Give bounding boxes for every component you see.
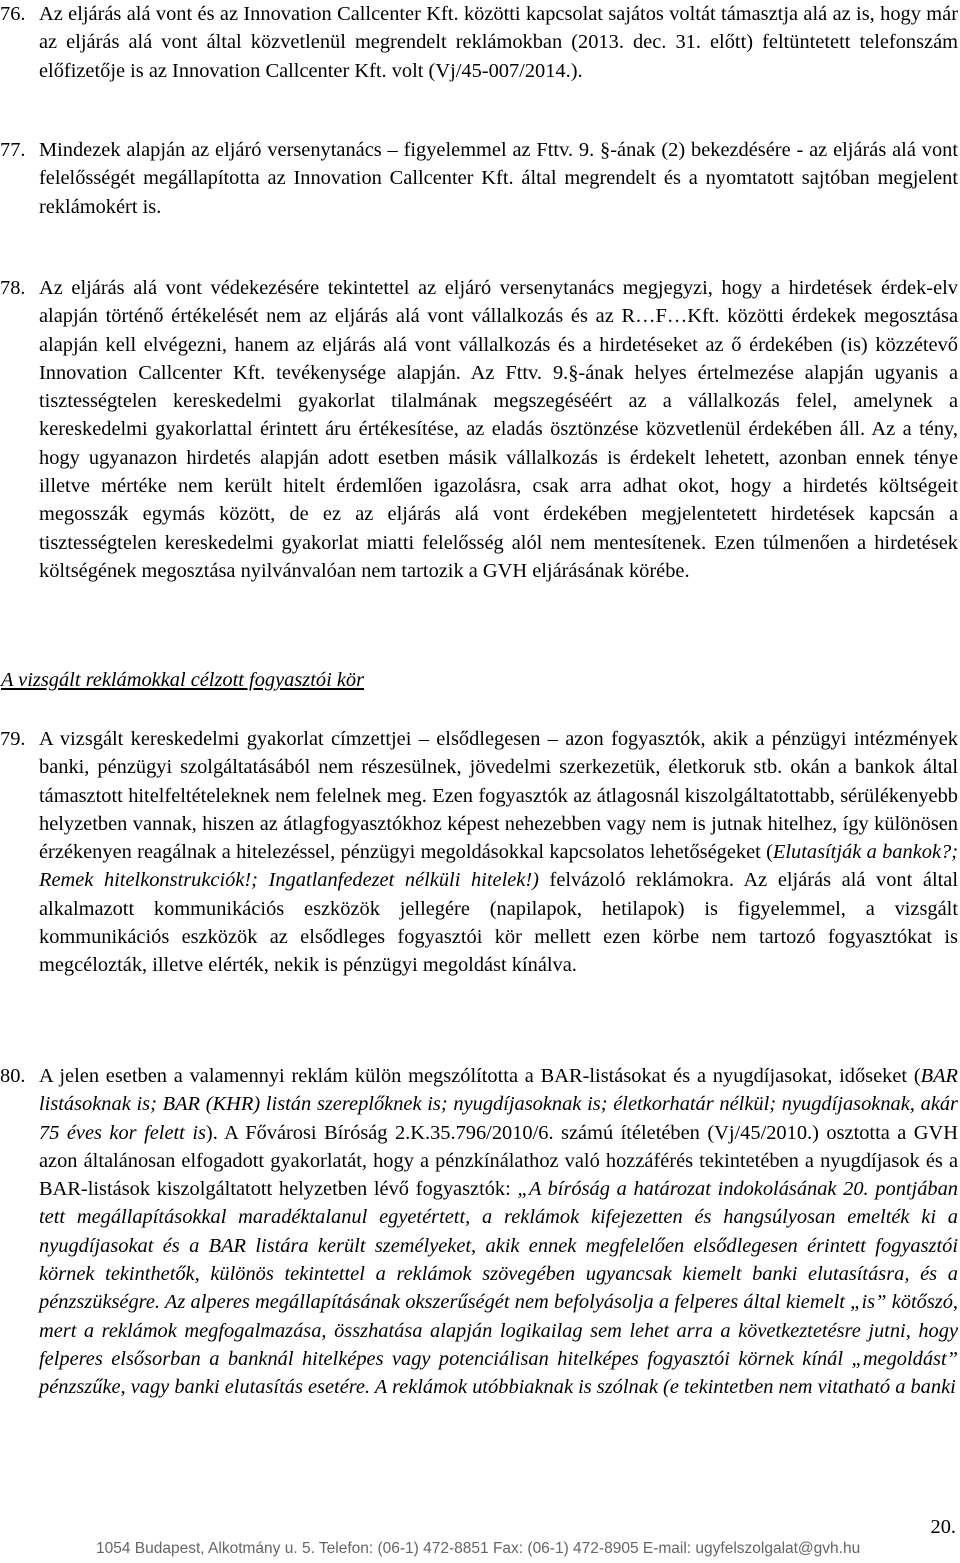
paragraph-text bbox=[39, 725, 958, 980]
page-number: 20. bbox=[930, 1516, 956, 1538]
paragraph-78 bbox=[0, 274, 958, 585]
paragraph-text-part: ). A Fővárosi Bíróság 2.K.35.796/2010/6. számú ítéletében (Vj/45/2010.) osztotta a GVH azon általánosan elfogadott gyakorlatát, hogy a pénzkínálathoz való hozzáférés tekintetében a nyugdíjasok és a BAR-listások kiszolgáltatott helyzetben lévő fogyasztók: bbox=[39, 1121, 958, 1201]
court-quote: „A bíróság a határozat indokolásának 20. pontjában tett megállapításokkal maradéktalanul egyetértett, a reklámok kifejezetten és hangsúlyosan emelték ki a nyugdíjasokat és a BAR listára került személyeket, akik ennek megfelelően elsődlegesen érintett fogyasztói körnek tekinthetők, különös tekintettel a reklámok szövegében ugyancsak kiemelt banki elutasításra, és a pénzszükségre. Az alperes megállapításának okszerűségét nem befolyásolja a felperes által kiemelt „is” kötőszó, mert a reklámok megfogalmazása, összhatása alapján logikailag sem lehet arra a következtetésre jutni, hogy felperes elsősorban a banknál hitelképes vagy potenciálisan hitelképes fogyasztói körnek kínál „megoldást” pénzszűke, vagy banki elutasítás esetére. A reklámok utóbbiaknak is szólnak (e tekintetben nem vitatható a banki bbox=[39, 1178, 959, 1399]
paragraph-77 bbox=[0, 136, 958, 221]
quoted-slogans: Elutasítják a bankok?; Remek hitelkonstrukciók!; Ingatlanfedezet nélküli hitelek!) bbox=[39, 841, 958, 892]
section-heading: A vizsgált reklámokkal célzott fogyasztói kör bbox=[1, 669, 365, 691]
paragraph-text: Az eljárás alá vont védekezésére tekintettel az eljáró versenytanács megjegyzi, hogy a hirdetések érdek-elv alapján történő értékelését nem az eljárás alá vont vállalkozás és az R…F…Kft. közötti érdekek megosztása alapján kell elvégezni, hanem az eljárás alá vont vállalkozás és a hirdetéseket az ő érdekében (is) közzétevő Innovation Callcenter Kft. tevékenysége alapján. Az Fttv. 9.§-ának helyes értelmezése alapján ugyanis a tisztességtelen kereskedelmi gyakorlat tilalmának megszegéséért az a vállalkozás felel, amelynek a kereskedelmi gyakorlattal érintett áru értékesítése, az eladás ösztönzése közvetlenül érdekében áll. Az a tény, hogy ugyanazon hirdetés alapján adott esetben másik vállalkozás is érdekelt lehetett, azonban ennek ténye illetve mértéke nem került hitelt érdemlően igazolásra, csak arra adhat okot, hogy a hirdetés költségeit megosszák egymás között, de ez az eljárás alá vont érdekében megjelentetett hirdetések kapcsán a tisztességtelen kereskedelmi gyakorlat miatti felelősség alól nem mentesítenek. Ezen túlmenően a hirdetések költségének megosztása nyilvánvalóan nem tartozik a GVH eljárásának körébe. bbox=[39, 277, 958, 582]
paragraph-number: 77. bbox=[0, 139, 26, 161]
paragraph-text bbox=[39, 1062, 958, 1402]
paragraph-76 bbox=[0, 0, 958, 85]
paragraph-number: 76. bbox=[0, 3, 26, 25]
paragraph-text-part: A vizsgált kereskedelmi gyakorlat címzettjei – elsődlegesen – azon fogyasztók, akik a pénzügyi intézmények banki, pénzügyi szolgáltatásából nem részesülnek, jövedelmi szerkezetük, életkoruk stb. okán a bankok által támasztott hitelfeltételeknek nem felelnek meg. Ezen fogyasztók az átlagosnál kiszolgáltatottabb, sérülékenyebb helyzetben vannak, hiszen az átlagfogyasztókhoz képest nehezebben vagy nem is jutnak hitelhez, így különösen érzékenyen reagálnak a hitelezéssel, pénzügyi megoldásokkal kapcsolatos lehetőségeket ( bbox=[39, 728, 958, 864]
paragraph-number: 78. bbox=[0, 277, 26, 299]
paragraph-number: 79. bbox=[0, 728, 26, 750]
paragraph-number: 80. bbox=[0, 1065, 26, 1087]
paragraph-text-part: felvázoló reklámokra. Az eljárás alá vont által alkalmazott kommunikációs eszközök jellegére (napilapok, hetilapok) is figyelemmel, a vizsgált kommunikációs eszközök az elsődleges fogyasztói kör mellett ezen körbe nem tartozó fogyasztókat is megcélozták, illetve elérték, nekik is pénzügyi megoldást kínálva. bbox=[39, 869, 958, 977]
paragraph-79 bbox=[0, 725, 958, 980]
paragraph-text-part: A jelen esetben a valamennyi reklám külön megszólította a BAR-listásokat és a nyugdíjasokat, időseket ( bbox=[39, 1065, 921, 1087]
footer-contact: 1054 Budapest, Alkotmány u. 5. Telefon: (06-1) 472-8851 Fax: (06-1) 472-8905 E-mail: ugyfelszolgalat@gvh.hu bbox=[96, 1540, 861, 1557]
paragraph-80 bbox=[0, 1062, 958, 1402]
paragraph-text: Mindezek alapján az eljáró versenytanács – figyelemmel az Fttv. 9. §-ának (2) bekezdésére - az eljárás alá vont felelősségét megállapította az Innovation Callcenter Kft. által megrendelt és a nyomtatott sajtóban megjelent reklámokért is. bbox=[39, 139, 958, 218]
paragraph-text: Az eljárás alá vont és az Innovation Callcenter Kft. közötti kapcsolat sajátos voltát támasztja alá az is, hogy már az eljárás alá vont által közvetlenül megrendelt reklámokban (2013. dec. 31. előtt) feltüntetett telefonszám előfizetője is az Innovation Callcenter Kft. volt (Vj/45-007/2014.). bbox=[39, 3, 958, 82]
quoted-ad-phrases: BAR listásoknak is; BAR (KHR) listán szereplőknek is; nyugdíjasoknak is; életkorhatár nélkül; nyugdíjasoknak, akár 75 éves kor felett is bbox=[39, 1065, 958, 1144]
